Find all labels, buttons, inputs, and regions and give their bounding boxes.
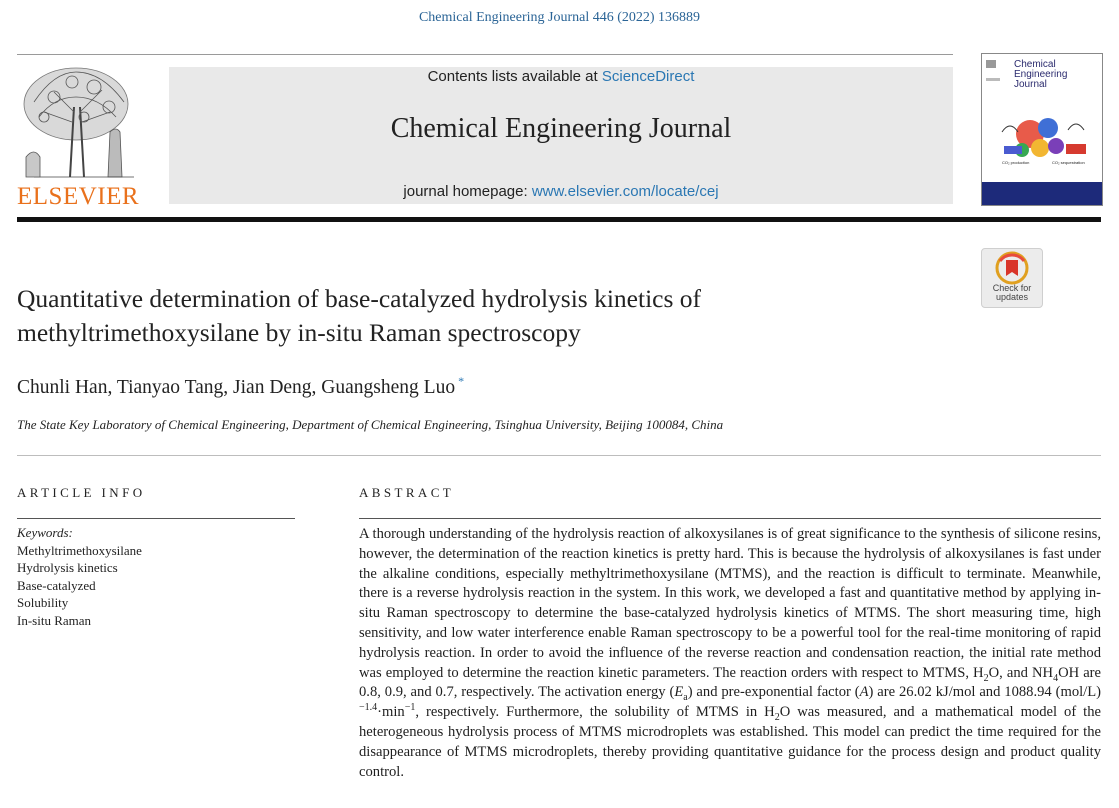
subscript: 2 [983,672,989,684]
article-title-line-2: methyltrimethoxysilane by in-situ Raman spectroscopy [17,318,581,347]
journal-citation[interactable] [0,10,1119,26]
abstract-part: O, and NH [988,664,1054,681]
author-list [17,374,464,399]
abstract-part: ) and pre-exponential factor ( [687,684,860,701]
abstract-part: O was measured, and a mathematical model of the heterogeneous hydrolysis process of MTMS microdroplets was established. This model can predict the time required for the disappearance of MTMS microdroplets, thereby providing quantitative guidance for the process design and product quality control. [359,704,1102,780]
symbol-E: E [674,684,684,701]
keywords-block [17,524,142,630]
cover-caption-left: CO₂ production [1002,160,1030,165]
abstract-text [359,525,1101,782]
abstract-rule [359,518,1101,519]
superscript: −1 [404,702,416,714]
cover-title-line-2: Engineering [1014,69,1068,80]
contents-prefix: Contents lists available at [427,68,602,85]
citation-link[interactable]: Chemical Engineering Journal 446 (2022) 136889 [418,10,701,25]
abstract-part: ) are 26.02 kJ/mol and 1088.94 (mol/L) [868,684,1101,701]
keywords-label: Keywords: [17,525,73,540]
affiliation: The State Key Laboratory of Chemical Engineering, Department of Chemical Engineering, Tsinghua University, Beijing 100084, China [17,417,724,432]
cover-title [1014,60,1067,90]
abstract-part: OH are 0.8, 0.9, and 0.7, respectively. The activation energy ( [359,664,1102,701]
cover-title-line-3: Journal [1014,79,1047,90]
crossmark-icon [992,251,1032,285]
journal-header-box [169,67,953,204]
article-info-heading: ARTICLE INFO [17,485,146,500]
check-for-updates-label [982,284,1042,302]
superscript: −1.4 [359,702,378,714]
subscript: 4 [1053,672,1059,684]
cover-caption-right: CO₂ sequestration [1052,160,1085,165]
contents-line [169,68,953,85]
journal-title: Chemical Engineering Journal [390,113,732,144]
section-divider [17,455,1101,456]
elsevier-wordmark: ELSEVIER [17,183,140,210]
abstract-part: ·min [377,704,405,721]
check-label-line-2: updates [995,292,1029,302]
abstract-part: , respectively. Furthermore, the solubility of MTMS in H [415,704,775,721]
abstract-part: A thorough understanding of the hydrolysis reaction of alkoxysilanes is of great significance to the synthesis of silicone resins, however, the determination of the reaction kinetics is pretty hard. This is because the hydrolysis of alkoxysilanes is fast under the alkaline conditions, especially methyltrimethoxysilane (MTMS), and the reaction is difficult to terminate. Meanwhile, there is a reverse hydrolysis reaction in the system. In this work, we developed a fast and quantitative method by applying in-situ Raman spectroscopy to determine the base-catalyzed hydrolysis kinetics of MTMS. The short measuring time, high sensitivity, and low water interference enable Raman spectroscopy to be a powerful tool for the real-time monitoring of rapid hydrolysis reaction. In order to avoid the influence of the reverse reaction and condensation reaction, the initial rate method was employed to determine the reaction kinetic parameters. The reaction orders with respect to MTMS, H [359,526,1101,681]
abstract-heading: ABSTRACT [359,485,455,500]
authors-text[interactable]: Chunli Han, Tianyao Tang, Jian Deng, Guangsheng Luo [17,377,456,398]
homepage-line [169,183,953,200]
keyword-item: Methyltrimethoxysilane [17,542,142,558]
journal-cover-thumbnail[interactable] [981,53,1103,206]
sciencedirect-link[interactable]: ScienceDirect [601,68,695,85]
subscript: a [683,692,688,704]
subscript: 2 [774,712,780,724]
keyword-item: Solubility [17,595,69,611]
article-info-rule [17,518,295,519]
tree-icon [14,62,142,182]
article-title [17,282,917,350]
symbol-A: A [859,684,869,701]
keyword-item: In-situ Raman [17,612,92,628]
check-for-updates-button[interactable] [981,248,1043,308]
header-bottom-rule [17,217,1101,222]
keyword-item: Base-catalyzed [17,577,96,593]
check-label-line-1: Check for [992,283,1032,293]
corresponding-author-mark[interactable]: * [458,374,465,388]
homepage-link[interactable]: www.elsevier.com/locate/cej [531,183,719,200]
header-top-rule [17,54,953,55]
homepage-prefix: journal homepage: [403,183,532,200]
keyword-item: Hydrolysis kinetics [17,560,118,576]
article-title-line-1: Quantitative determination of base-catalyzed hydrolysis kinetics of [17,284,702,313]
cover-title-line-1: Chemical [1014,59,1056,70]
